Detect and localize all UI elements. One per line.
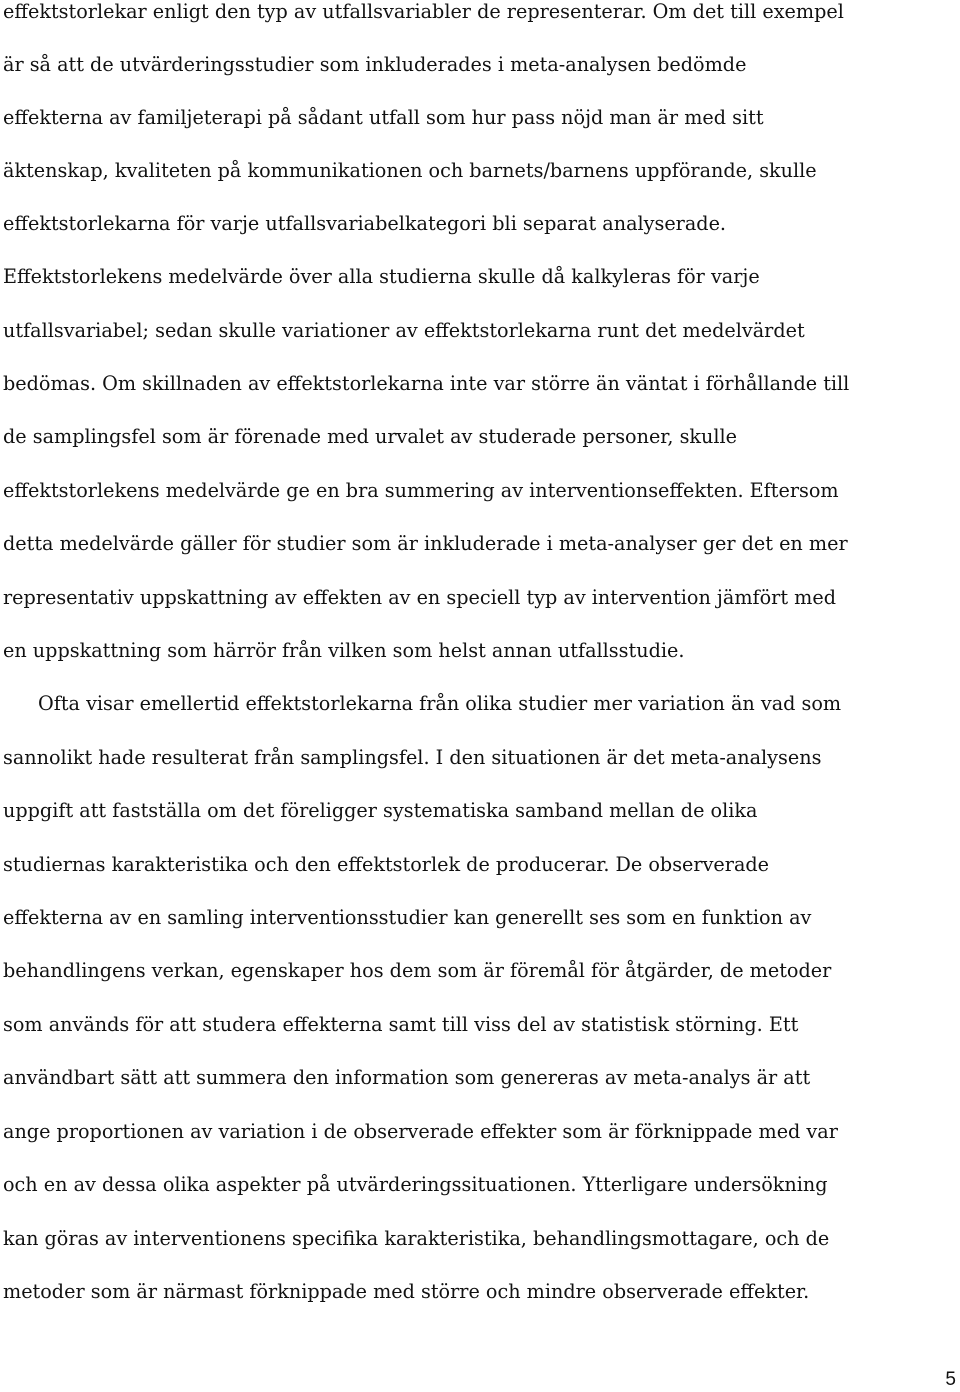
text-line: effekterna av familjeterapi på sådant utfall som hur pass nöjd man är med sitt — [3, 106, 764, 129]
text-line: äktenskap, kvaliteten på kommunikationen och barnets/barnens uppförande, skulle — [3, 159, 817, 182]
text-line: behandlingens verkan, egenskaper hos dem som är föremål för åtgärder, de metoder — [3, 959, 832, 982]
text-line: detta medelvärde gäller för studier som är inkluderade i meta-analyser ger det en mer — [3, 532, 848, 555]
paragraph-first-line: Ofta visar emellertid effektstorlekarna från olika studier mer variation än vad som — [38, 692, 842, 715]
text-line: de samplingsfel som är förenade med urvalet av studerade personer, skulle — [3, 425, 738, 448]
text-line: representativ uppskattning av effekten av en speciell typ av intervention jämfört med — [3, 586, 836, 609]
text-line: är så att de utvärderingsstudier som inkluderades i meta-analysen bedömde — [3, 53, 747, 76]
text-line: kan göras av interventionens specifika karakteristika, behandlingsmottagare, och de — [3, 1227, 830, 1250]
text-line: en uppskattning som härrör från vilken som helst annan utfallsstudie. — [3, 639, 685, 662]
text-line: effekterna av en samling interventionsstudier kan generellt ses som en funktion av — [3, 906, 812, 929]
text-line: effektstorlekens medelvärde ge en bra summering av interventionseffekten. Eftersom — [3, 479, 839, 502]
text-line: Effektstorlekens medelvärde över alla studierna skulle då kalkyleras för varje — [3, 265, 760, 288]
page-number: 5 — [945, 1369, 956, 1390]
text-line: effektstorlekar enligt den typ av utfallsvariabler de representerar. Om det till exempel — [3, 0, 844, 23]
text-line: bedömas. Om skillnaden av effektstorlekarna inte var större än väntat i förhållande till — [3, 372, 850, 395]
text-line: sannolikt hade resulterat från samplingsfel. I den situationen är det meta-analysens — [3, 746, 822, 769]
text-line: och en av dessa olika aspekter på utvärderingssituationen. Ytterligare undersökning — [3, 1173, 828, 1196]
text-line: effektstorlekarna för varje utfallsvariabelkategori bli separat analyserade. — [3, 212, 727, 235]
text-line: som används för att studera effekterna samt till viss del av statistisk störning. Ett — [3, 1013, 799, 1036]
text-line: uppgift att fastställa om det föreligger systematiska samband mellan de olika — [3, 799, 758, 822]
text-line: studiernas karakteristika och den effektstorlek de producerar. De observerade — [3, 853, 770, 876]
text-line: användbart sätt att summera den information som genereras av meta-analys är att — [3, 1066, 811, 1089]
text-line: utfallsvariabel; sedan skulle variationer av effektstorlekarna runt det medelvärdet — [3, 319, 805, 342]
text-line: ange proportionen av variation i de observerade effekter som är förknippade med var — [3, 1120, 838, 1143]
text-line: metoder som är närmast förknippade med större och mindre observerade effekter. — [3, 1280, 810, 1303]
